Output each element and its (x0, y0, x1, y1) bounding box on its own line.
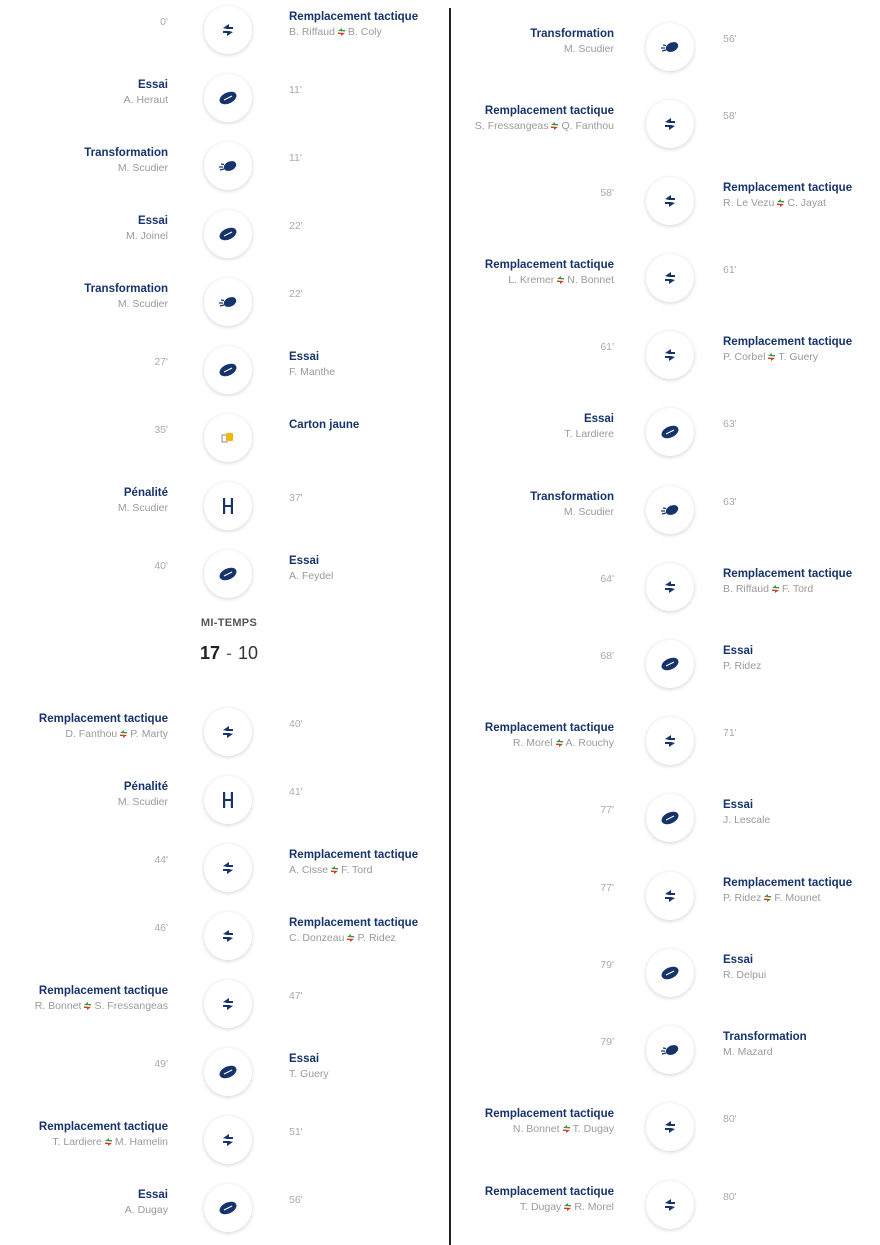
event-details (723, 1030, 807, 1060)
event-player: F. Manthe (289, 366, 336, 378)
event-player: M. Scudier (117, 298, 168, 310)
timeline-event[interactable] (452, 179, 880, 223)
event-minute: 46' (154, 922, 168, 934)
event-player: M. Scudier (117, 502, 168, 514)
event-player: M. Scudier (563, 506, 614, 518)
event-minute: 0' (160, 16, 168, 28)
substitution-icon (662, 733, 678, 749)
player-out: A. Cisse (289, 864, 329, 876)
event-title: Remplacement tactique (723, 877, 853, 889)
conversion-kick-icon (660, 39, 680, 55)
swap-arrows-icon (769, 583, 782, 595)
player-out: P. Corbel (723, 351, 766, 363)
substitution-icon (220, 22, 236, 38)
swap-arrows-icon (553, 737, 566, 749)
player-in: M. Hamelin (114, 1136, 168, 1148)
event-minute: 47' (289, 990, 303, 1002)
event-title: Essai (137, 215, 168, 227)
event-icon-circle (646, 100, 694, 148)
event-title: Transformation (723, 1031, 807, 1043)
event-details (84, 146, 168, 176)
event-minute: 63' (723, 418, 737, 430)
event-title: Carton jaune (289, 419, 360, 431)
substitution-players (723, 582, 852, 597)
event-details (723, 567, 852, 597)
substitution-icon (662, 116, 678, 132)
event-minute: 58' (723, 110, 737, 122)
substitution-players (723, 350, 852, 365)
player-out: T. Dugay (519, 1201, 562, 1213)
substitution-players (485, 736, 614, 751)
event-icon-circle (646, 1181, 694, 1229)
event-details (289, 350, 335, 380)
event-player: A. Feydel (289, 570, 334, 582)
event-minute: 41' (289, 786, 303, 798)
event-icon-circle (646, 794, 694, 842)
swap-arrows-icon (344, 932, 357, 944)
player-out: P. Ridez (723, 892, 762, 904)
event-details (126, 214, 168, 244)
halftime-away-score: 10 (238, 643, 259, 663)
event-icon-circle (204, 912, 252, 960)
player-in: Q. Fanthou (561, 120, 614, 132)
swap-arrows-icon (560, 1123, 573, 1135)
timeline-event[interactable] (452, 256, 880, 300)
event-minute: 79' (600, 959, 614, 971)
timeline-event[interactable] (452, 642, 880, 686)
try-ball-icon (660, 424, 680, 440)
event-title: Transformation (84, 283, 168, 295)
swap-arrows-icon (561, 1201, 574, 1213)
timeline-event[interactable] (452, 1028, 880, 1072)
event-details (485, 1185, 614, 1215)
event-minute: 11' (289, 84, 302, 96)
swap-arrows-icon (335, 26, 348, 38)
substitution-icon (220, 860, 236, 876)
timeline-event[interactable] (452, 410, 880, 454)
event-icon-circle (646, 177, 694, 225)
event-title: Pénalité (123, 781, 168, 793)
event-details (289, 10, 418, 40)
event-minute: 40' (289, 718, 303, 730)
event-title: Essai (583, 413, 614, 425)
event-minute: 56' (289, 1194, 303, 1206)
timeline-event[interactable] (0, 416, 450, 460)
player-out: T. Lardiere (52, 1136, 102, 1148)
event-minute: 37' (289, 492, 303, 504)
timeline-event[interactable] (452, 102, 880, 146)
event-minute: 27' (154, 356, 168, 368)
event-minute: 22' (289, 288, 303, 300)
substitution-icon (220, 1132, 236, 1148)
try-ball-icon (218, 566, 238, 582)
event-icon-circle (204, 278, 252, 326)
conversion-kick-icon (660, 1042, 680, 1058)
timeline-event[interactable] (0, 846, 450, 890)
substitution-icon (220, 928, 236, 944)
event-icon-circle (204, 6, 252, 54)
event-title: Essai (137, 79, 168, 91)
event-title: Remplacement tactique (484, 722, 614, 734)
event-icon-circle (204, 414, 252, 462)
swap-arrows-icon (554, 274, 567, 286)
event-icon-circle (646, 23, 694, 71)
substitution-icon (662, 270, 678, 286)
event-details (118, 780, 168, 810)
event-player: M. Mazard (723, 1046, 773, 1058)
swap-arrows-icon (117, 728, 130, 740)
event-details (289, 916, 418, 946)
timeline-event[interactable] (452, 951, 880, 995)
timeline-event[interactable] (452, 565, 880, 609)
event-player: M. Scudier (563, 43, 614, 55)
conversion-kick-icon (218, 158, 238, 174)
event-title: Pénalité (123, 487, 168, 499)
event-title: Remplacement tactique (38, 985, 168, 997)
event-details (723, 644, 761, 674)
event-title: Remplacement tactique (723, 336, 853, 348)
event-details (84, 282, 168, 312)
substitution-players (39, 727, 168, 742)
event-minute: 58' (600, 187, 614, 199)
swap-arrows-icon (765, 351, 778, 363)
event-details (118, 486, 168, 516)
substitution-players (723, 891, 852, 906)
event-title: Remplacement tactique (723, 568, 853, 580)
player-out: R. Le Vezu (723, 197, 775, 209)
substitution-players (723, 196, 852, 211)
player-out: B. Riffaud (289, 26, 335, 38)
event-details (289, 554, 333, 584)
player-out: N. Bonnet (512, 1123, 560, 1135)
event-title: Essai (723, 645, 754, 657)
event-player: T. Lardiere (564, 428, 614, 440)
player-in: S. Fressangeas (94, 1000, 168, 1012)
event-icon-circle (204, 142, 252, 190)
player-in: B. Coly (347, 26, 382, 38)
swap-arrows-icon (774, 197, 787, 209)
event-title: Remplacement tactique (38, 1121, 168, 1133)
event-title: Essai (289, 1053, 320, 1065)
player-out: S. Fressangeas (474, 120, 549, 132)
event-player: M. Joinel (125, 230, 168, 242)
event-details (485, 1107, 614, 1137)
event-title: Transformation (84, 147, 168, 159)
substitution-players (289, 931, 418, 946)
conversion-kick-icon (660, 502, 680, 518)
event-icon-circle (204, 210, 252, 258)
substitution-icon (220, 996, 236, 1012)
event-icon-circle (646, 717, 694, 765)
event-details (723, 876, 852, 906)
event-icon-circle (646, 872, 694, 920)
event-details (723, 953, 766, 983)
player-out: L. Kremer (508, 274, 555, 286)
event-title: Remplacement tactique (38, 713, 168, 725)
try-ball-icon (660, 810, 680, 826)
player-in: N. Bonnet (567, 274, 614, 286)
player-out: R. Bonnet (34, 1000, 82, 1012)
event-player: R. Delpui (723, 969, 767, 981)
event-title: Essai (723, 954, 754, 966)
event-details (723, 798, 770, 828)
event-icon-circle (646, 331, 694, 379)
timeline-event[interactable] (0, 1050, 450, 1094)
swap-arrows-icon (761, 892, 774, 904)
event-details (723, 181, 852, 211)
event-icon-circle (204, 708, 252, 756)
event-icon-circle (204, 74, 252, 122)
event-title: Essai (289, 351, 320, 363)
event-icon-circle (646, 254, 694, 302)
event-title: Essai (723, 799, 754, 811)
event-player: A. Dugay (124, 1204, 168, 1216)
player-in: T. Guery (778, 351, 819, 363)
swap-arrows-icon (548, 120, 561, 132)
timeline-event[interactable] (452, 1105, 880, 1149)
timeline-event[interactable] (0, 212, 450, 256)
event-minute: 35' (154, 424, 168, 436)
try-ball-icon (218, 226, 238, 242)
event-minute: 80' (723, 1113, 737, 1125)
event-title: Remplacement tactique (484, 105, 614, 117)
timeline-event[interactable] (0, 484, 450, 528)
event-title: Remplacement tactique (484, 1186, 614, 1198)
event-minute: 44' (154, 854, 168, 866)
event-icon-circle (646, 408, 694, 456)
try-ball-icon (660, 965, 680, 981)
event-details (564, 412, 614, 442)
player-out: B. Riffaud (723, 583, 769, 595)
event-icon-circle (204, 776, 252, 824)
event-icon-circle (646, 949, 694, 997)
substitution-players (289, 863, 418, 878)
halftime-label: MI-TEMPS (200, 617, 258, 629)
event-title: Essai (137, 1189, 168, 1201)
substitution-players (35, 999, 168, 1014)
timeline-event[interactable] (0, 914, 450, 958)
event-title: Transformation (530, 28, 614, 40)
event-minute: 61' (723, 264, 737, 276)
event-minute: 79' (600, 1036, 614, 1048)
event-title: Transformation (530, 491, 614, 503)
substitution-players (289, 25, 418, 40)
event-title: Remplacement tactique (289, 917, 419, 929)
event-minute: 77' (600, 882, 614, 894)
player-in: C. Jayat (787, 197, 826, 209)
event-minute: 77' (600, 804, 614, 816)
event-icon-circle (204, 844, 252, 892)
player-in: F. Tord (341, 864, 373, 876)
event-details (723, 335, 852, 365)
player-in: F. Mounet (774, 892, 821, 904)
event-details (39, 1120, 168, 1150)
event-player: T. Guery (289, 1068, 329, 1080)
player-in: A. Rouchy (565, 737, 614, 749)
timeline-event[interactable] (0, 710, 450, 754)
goalposts-icon (221, 791, 235, 809)
halftime-home-score: 17 (199, 643, 220, 663)
swap-arrows-icon (102, 1136, 115, 1148)
event-player: M. Scudier (117, 162, 168, 174)
event-minute: 68' (600, 650, 614, 662)
event-details (485, 721, 614, 751)
event-minute: 64' (600, 573, 614, 585)
try-ball-icon (218, 1200, 238, 1216)
substitution-icon (662, 1119, 678, 1135)
swap-arrows-icon (328, 864, 341, 876)
player-in: F. Tord (781, 583, 814, 595)
event-minute: 11' (289, 152, 302, 164)
try-ball-icon (218, 90, 238, 106)
substitution-players (39, 1135, 168, 1150)
timeline-event[interactable] (0, 1186, 450, 1230)
event-icon-circle (204, 1116, 252, 1164)
try-ball-icon (660, 656, 680, 672)
goalposts-icon (221, 497, 235, 515)
timeline-event[interactable] (452, 1183, 880, 1227)
event-icon-circle (646, 563, 694, 611)
timeline-event[interactable] (0, 280, 450, 324)
player-in: P. Ridez (357, 932, 396, 944)
event-icon-circle (204, 1184, 252, 1232)
timeline-event[interactable] (452, 719, 880, 763)
timeline-event[interactable] (452, 874, 880, 918)
halftime-score (0, 643, 458, 664)
event-details (289, 848, 418, 878)
substitution-icon (662, 888, 678, 904)
player-out: C. Donzeau (289, 932, 345, 944)
timeline-event[interactable] (452, 333, 880, 377)
event-icon-circle (204, 482, 252, 530)
score-separator: - (226, 643, 232, 663)
player-in: R. Morel (574, 1201, 614, 1213)
event-details (485, 258, 614, 288)
event-details (530, 27, 614, 57)
timeline-event[interactable] (0, 348, 450, 392)
event-icon-circle (646, 1026, 694, 1074)
timeline-event[interactable] (452, 488, 880, 532)
event-title: Remplacement tactique (289, 849, 419, 861)
event-icon-circle (204, 980, 252, 1028)
event-player: J. Lescale (723, 814, 771, 826)
event-minute: 61' (600, 341, 614, 353)
event-minute: 71' (723, 727, 737, 739)
event-icon-circle (204, 346, 252, 394)
event-player: M. Scudier (117, 796, 168, 808)
event-title: Remplacement tactique (723, 182, 853, 194)
event-icon-circle (646, 640, 694, 688)
substitution-players (485, 273, 614, 288)
timeline-event[interactable] (0, 982, 450, 1026)
event-title: Essai (289, 555, 320, 567)
timeline-event[interactable] (452, 796, 880, 840)
substitution-players (485, 1122, 614, 1137)
timeline-event[interactable] (0, 1118, 450, 1162)
event-icon-circle (646, 1103, 694, 1151)
substitution-icon (662, 1197, 678, 1213)
timeline-event[interactable] (0, 144, 450, 188)
event-icon-circle (204, 1048, 252, 1096)
yellow-card-icon (219, 430, 237, 446)
swap-arrows-icon (81, 1000, 94, 1012)
try-ball-icon (218, 1064, 238, 1080)
substitution-icon (662, 347, 678, 363)
timeline-event[interactable] (0, 552, 450, 596)
player-out: R. Morel (512, 737, 553, 749)
event-minute: 51' (289, 1126, 303, 1138)
substitution-icon (662, 579, 678, 595)
event-details (125, 1188, 168, 1218)
event-minute: 40' (154, 560, 168, 572)
event-icon-circle (646, 486, 694, 534)
try-ball-icon (218, 362, 238, 378)
substitution-players (475, 119, 614, 134)
event-details (124, 78, 168, 108)
conversion-kick-icon (218, 294, 238, 310)
timeline-event[interactable] (0, 778, 450, 822)
player-in: P. Marty (130, 728, 168, 740)
event-title: Remplacement tactique (484, 1108, 614, 1120)
event-details (35, 984, 168, 1014)
timeline-event[interactable] (452, 25, 880, 69)
event-details (39, 712, 168, 742)
event-minute: 49' (154, 1058, 168, 1070)
player-out: D. Fanthou (65, 728, 118, 740)
event-title: Remplacement tactique (484, 259, 614, 271)
timeline-event[interactable] (0, 8, 450, 52)
event-details (475, 104, 614, 134)
timeline-event[interactable] (0, 76, 450, 120)
event-minute: 56' (723, 33, 737, 45)
event-player: A. Heraut (123, 94, 168, 106)
event-details (289, 418, 359, 433)
event-details (289, 1052, 329, 1082)
event-minute: 63' (723, 496, 737, 508)
event-title: Remplacement tactique (289, 11, 419, 23)
substitution-icon (220, 724, 236, 740)
event-minute: 80' (723, 1191, 737, 1203)
substitution-players (485, 1200, 614, 1215)
event-icon-circle (204, 550, 252, 598)
event-minute: 22' (289, 220, 303, 232)
substitution-icon (662, 193, 678, 209)
event-player: P. Ridez (723, 660, 762, 672)
player-in: T. Dugay (572, 1123, 614, 1135)
event-details (530, 490, 614, 520)
